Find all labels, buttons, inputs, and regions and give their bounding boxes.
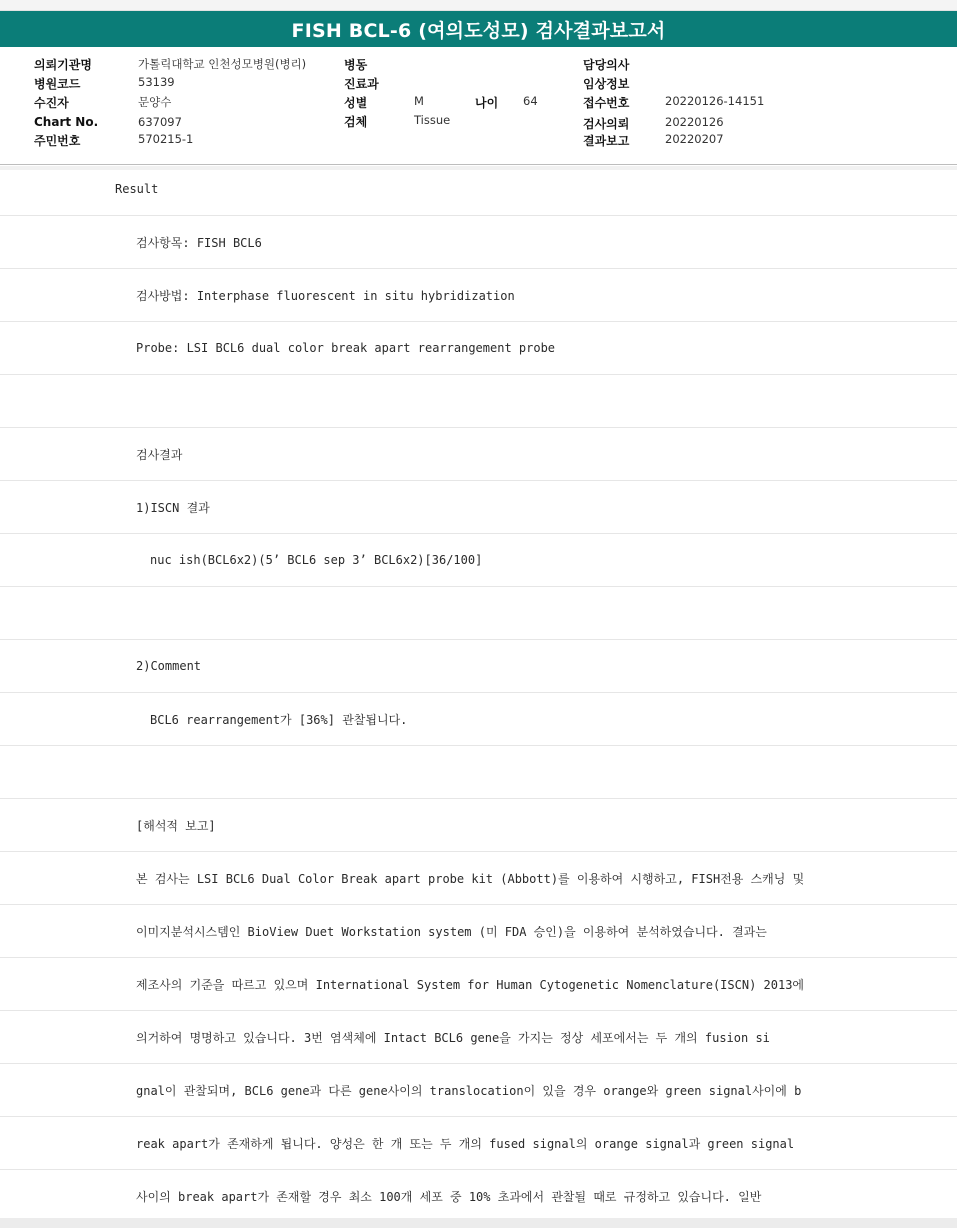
report-date-label: 결과보고: [583, 134, 630, 148]
text-line: [0, 322, 957, 375]
text-line: [0, 481, 957, 534]
result-body: [0, 163, 957, 1222]
institution-value: 가톨릭대학교 인천성모병원(병리): [138, 57, 307, 71]
text-line: [0, 799, 957, 852]
blank-line: [0, 746, 957, 799]
result-heading-row: [0, 163, 957, 216]
request-date-value: 20220126: [665, 115, 724, 129]
chart-no-label: Chart No.: [34, 115, 99, 129]
test-item-line: 검사항목: FISH BCL6: [136, 235, 262, 250]
interpretation-line: 제조사의 기준을 따르고 있으며 International System for Human Cytogenetic Nomenclature(ISCN) 2013에: [136, 977, 805, 992]
text-line: [0, 1011, 957, 1064]
interpretation-line: 이미지분석시스템인 BioView Duet Workstation system (미 FDA 승인)을 이용하여 분석하였습니다. 결과는: [136, 924, 767, 939]
patient-value: 문양수: [138, 95, 172, 109]
test-result-heading: 검사결과: [136, 447, 183, 462]
specimen-value: Tissue: [414, 113, 451, 127]
text-line: [0, 1117, 957, 1170]
text-line: [0, 693, 957, 746]
interpretation-line: 사이의 break apart가 존재할 경우 최소 100개 세포 중 10% 초과에서 관찰될 때로 규정하고 있습니다. 일반: [136, 1189, 762, 1204]
resident-no-value: 570215-1: [138, 132, 194, 146]
text-line: [0, 428, 957, 481]
bottom-edge: [0, 1218, 957, 1228]
hospital-code-label: 병원코드: [34, 77, 81, 91]
interpretation-line: 의거하여 명명하고 있습니다. 3번 염색체에 Intact BCL6 gene을 가지는 정상 세포에서는 두 개의 fusion si: [136, 1030, 770, 1045]
text-line: [0, 1064, 957, 1117]
interpretation-heading: [해석적 보고]: [136, 818, 216, 833]
physician-label: 담당의사: [583, 58, 630, 72]
department-label: 진료과: [344, 77, 379, 91]
text-line: [0, 852, 957, 905]
report-date-value: 20220207: [665, 132, 724, 146]
comment-text: BCL6 rearrangement가 [36%] 관찰됩니다.: [150, 712, 408, 727]
resident-no-label: 주민번호: [34, 134, 81, 148]
test-method-line: 검사방법: Interphase fluorescent in situ hybridization: [136, 288, 515, 303]
patient-label: 수진자: [34, 96, 69, 110]
specimen-label: 검체: [344, 115, 368, 129]
ward-label: 병동: [344, 58, 368, 72]
institution-label: 의뢰기관명: [34, 58, 92, 72]
chart-no-value: 637097: [138, 115, 182, 129]
text-line: [0, 905, 957, 958]
accession-no-value: 20220126-14151: [665, 94, 765, 108]
sex-label: 성별: [344, 96, 368, 110]
comment-heading: 2)Comment: [136, 659, 202, 673]
iscn-heading: 1)ISCN 결과: [136, 500, 210, 515]
blank-line: [0, 375, 957, 428]
probe-line: Probe: LSI BCL6 dual color break apart rearrangement probe: [136, 341, 556, 355]
sex-value: M: [414, 94, 424, 108]
accession-no-label: 접수번호: [583, 96, 630, 110]
text-line: [0, 958, 957, 1011]
text-line: [0, 269, 957, 322]
iscn-result: nuc ish(BCL6x2)(5’ BCL6 sep 3’ BCL6x2)[36/100]: [150, 553, 483, 567]
report-title: FISH BCL-6 (여의도성모) 검사결과보고서: [0, 11, 957, 47]
clinical-info-label: 임상정보: [583, 77, 630, 91]
interpretation-line: reak apart가 존재하게 됩니다. 양성은 한 개 또는 두 개의 fused signal의 orange signal과 green signal: [136, 1136, 795, 1151]
interpretation-line: gnal이 관찰되며, BCL6 gene과 다른 gene사이의 translocation이 있을 경우 orange와 green signal사이에 b: [136, 1083, 802, 1098]
text-line: [0, 216, 957, 269]
age-value: 64: [523, 94, 538, 108]
result-heading: Result: [115, 182, 159, 196]
patient-info-panel: [0, 49, 957, 165]
blank-line: [0, 587, 957, 640]
text-line: [0, 640, 957, 693]
top-gap: [0, 0, 957, 11]
text-line: [0, 1170, 957, 1222]
hospital-code-value: 53139: [138, 75, 175, 89]
age-label: 나이: [475, 96, 499, 110]
request-date-label: 검사의뢰: [583, 117, 630, 131]
interpretation-line: 본 검사는 LSI BCL6 Dual Color Break apart probe kit (Abbott)를 이용하여 시행하고, FISH전용 스캐닝 및: [136, 871, 805, 886]
text-line: [0, 534, 957, 587]
